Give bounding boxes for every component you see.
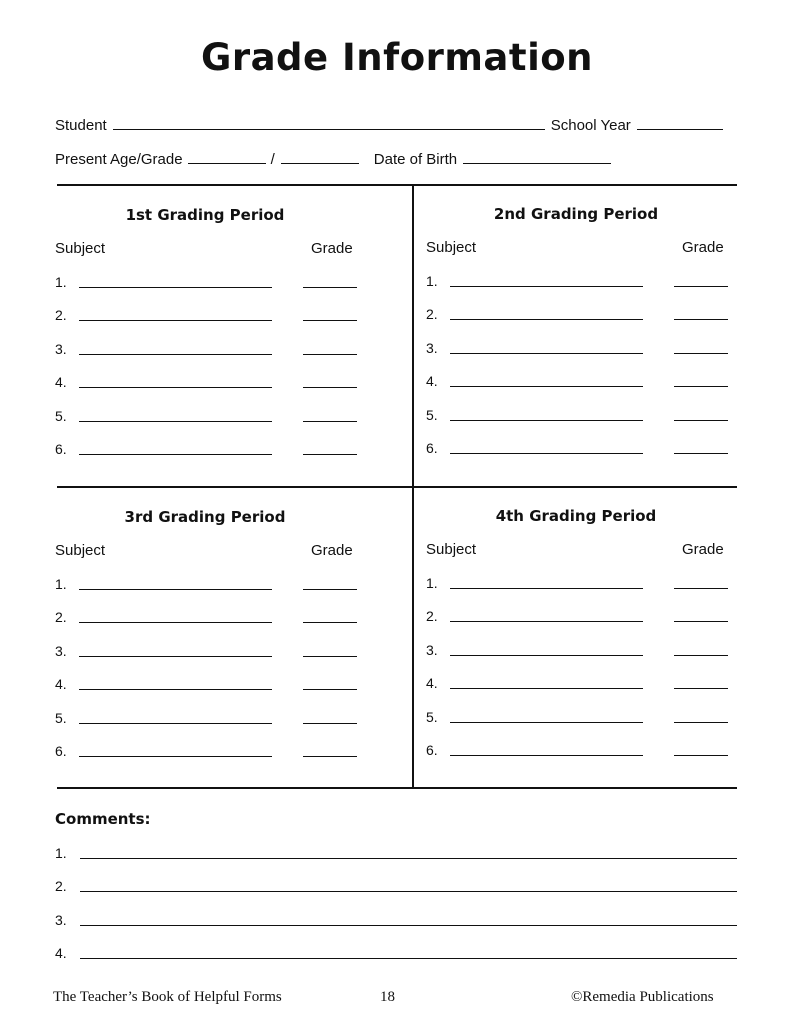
grade-field[interactable] (303, 756, 357, 757)
page-title: Grade Information (200, 36, 594, 79)
grade-field[interactable] (674, 286, 728, 287)
middle-divider (57, 486, 737, 488)
grade-field[interactable] (303, 421, 357, 422)
row-number: 5. (426, 709, 438, 725)
period-title: 1st Grading Period (125, 206, 285, 224)
subject-field[interactable] (79, 656, 272, 657)
row-number: 2. (426, 608, 438, 624)
row-number: 4. (55, 945, 67, 961)
row-number: 1. (55, 576, 67, 592)
grade-field[interactable] (674, 621, 728, 622)
row-number: 6. (55, 441, 67, 457)
subject-row (55, 710, 357, 730)
school-year-field[interactable] (637, 129, 723, 130)
subject-field[interactable] (450, 420, 643, 421)
comment-field[interactable] (80, 925, 737, 926)
grade-field[interactable] (303, 589, 357, 590)
row-number: 2. (55, 878, 67, 894)
subject-header: Subject (55, 542, 106, 559)
grade-field[interactable] (674, 420, 728, 421)
footer-page-number: 18 (380, 989, 395, 1005)
row-number: 2. (426, 306, 438, 322)
row-number: 4. (55, 676, 67, 692)
student-row (55, 117, 723, 134)
subject-field[interactable] (450, 588, 643, 589)
subject-field[interactable] (450, 621, 643, 622)
row-number: 1. (426, 575, 438, 591)
student-field[interactable] (113, 129, 545, 130)
row-number: 3. (55, 912, 67, 928)
row-number: 3. (426, 642, 438, 658)
row-number: 1. (55, 274, 67, 290)
grade-field[interactable] (303, 354, 357, 355)
row-number: 4. (426, 373, 438, 389)
grade-field[interactable] (674, 319, 728, 320)
comment-row (55, 945, 737, 965)
school-year-label: School Year (550, 117, 631, 134)
age-grade-separator: / (270, 151, 275, 168)
comment-row (55, 912, 737, 932)
subject-row (426, 306, 728, 326)
subject-row (55, 374, 357, 394)
row-number: 4. (55, 374, 67, 390)
row-number: 4. (426, 675, 438, 691)
row-number: 5. (426, 407, 438, 423)
subject-field[interactable] (79, 287, 272, 288)
row-number: 6. (426, 742, 438, 758)
comment-row (55, 845, 737, 865)
age-field[interactable] (188, 163, 266, 164)
grade-field[interactable] (674, 588, 728, 589)
grade-field[interactable] (674, 722, 728, 723)
grade-field[interactable] (674, 655, 728, 656)
footer-publisher: ©Remedia Publications (571, 989, 714, 1005)
grade-field[interactable] (674, 688, 728, 689)
subject-field[interactable] (450, 386, 643, 387)
subject-row (55, 441, 357, 461)
subject-field[interactable] (450, 655, 643, 656)
subject-row (426, 675, 728, 695)
period-title: 2nd Grading Period (493, 205, 659, 223)
subject-row (426, 440, 728, 460)
row-number: 3. (426, 340, 438, 356)
subject-row (426, 642, 728, 662)
grade-field[interactable] (303, 622, 357, 623)
subject-field[interactable] (450, 286, 643, 287)
grade-header: Grade (682, 239, 724, 256)
subject-field[interactable] (79, 454, 272, 455)
row-number: 2. (55, 307, 67, 323)
subject-field[interactable] (79, 421, 272, 422)
subject-row (426, 575, 728, 595)
subject-header: Subject (55, 240, 106, 257)
subject-header: Subject (426, 541, 477, 558)
grade-field[interactable] (674, 386, 728, 387)
period-title: 3rd Grading Period (124, 508, 286, 526)
subject-field[interactable] (79, 622, 272, 623)
subject-row (426, 709, 728, 729)
row-number: 1. (55, 845, 67, 861)
subject-field[interactable] (450, 755, 643, 756)
grade-field[interactable] (303, 454, 357, 455)
grade-field[interactable] (303, 656, 357, 657)
subject-row (426, 273, 728, 293)
center-divider (412, 184, 414, 789)
row-number: 6. (55, 743, 67, 759)
grade-field[interactable] (303, 320, 357, 321)
row-number: 5. (55, 710, 67, 726)
subject-row (426, 407, 728, 427)
subject-row (55, 743, 357, 763)
row-number: 2. (55, 609, 67, 625)
subject-row (426, 742, 728, 762)
row-number: 3. (55, 643, 67, 659)
grade-field[interactable] (281, 163, 359, 164)
grade-header: Grade (682, 541, 724, 558)
footer-book-title: The Teacher’s Book of Helpful Forms (53, 989, 282, 1005)
subject-row (55, 307, 357, 327)
grade-field[interactable] (303, 689, 357, 690)
grade-header: Grade (311, 240, 353, 257)
bottom-divider (57, 787, 737, 789)
grade-field[interactable] (674, 353, 728, 354)
comment-row (55, 878, 737, 898)
subject-header: Subject (426, 239, 477, 256)
subject-field[interactable] (79, 320, 272, 321)
subject-field[interactable] (79, 354, 272, 355)
comment-field[interactable] (80, 858, 737, 859)
comment-field[interactable] (80, 958, 737, 959)
dob-label: Date of Birth (373, 151, 458, 168)
student-label: Student (55, 117, 107, 134)
period-title: 4th Grading Period (495, 507, 657, 525)
subject-field[interactable] (79, 387, 272, 388)
subject-row (55, 274, 357, 294)
subject-row (55, 408, 357, 428)
subject-row (55, 643, 357, 663)
subject-field[interactable] (79, 689, 272, 690)
grade-field[interactable] (674, 755, 728, 756)
subject-field[interactable] (79, 723, 272, 724)
comment-field[interactable] (80, 891, 737, 892)
grade-field[interactable] (674, 453, 728, 454)
subject-field[interactable] (450, 722, 643, 723)
subject-field[interactable] (450, 688, 643, 689)
row-number: 5. (55, 408, 67, 424)
grade-field[interactable] (303, 723, 357, 724)
subject-row (426, 373, 728, 393)
age-grade-row (55, 151, 611, 168)
subject-row (55, 676, 357, 696)
subject-row (426, 340, 728, 360)
dob-field[interactable] (463, 163, 611, 164)
subject-row (55, 609, 357, 629)
subject-field[interactable] (79, 589, 272, 590)
grade-field[interactable] (303, 287, 357, 288)
subject-field[interactable] (450, 353, 643, 354)
row-number: 1. (426, 273, 438, 289)
subject-field[interactable] (450, 453, 643, 454)
subject-field[interactable] (450, 319, 643, 320)
age-grade-label: Present Age/Grade (55, 151, 183, 168)
subject-row (55, 576, 357, 596)
subject-row (55, 341, 357, 361)
row-number: 3. (55, 341, 67, 357)
grade-header: Grade (311, 542, 353, 559)
subject-row (426, 608, 728, 628)
top-divider (57, 184, 737, 186)
comments-title: Comments: (55, 810, 151, 828)
row-number: 6. (426, 440, 438, 456)
subject-field[interactable] (79, 756, 272, 757)
grade-field[interactable] (303, 387, 357, 388)
